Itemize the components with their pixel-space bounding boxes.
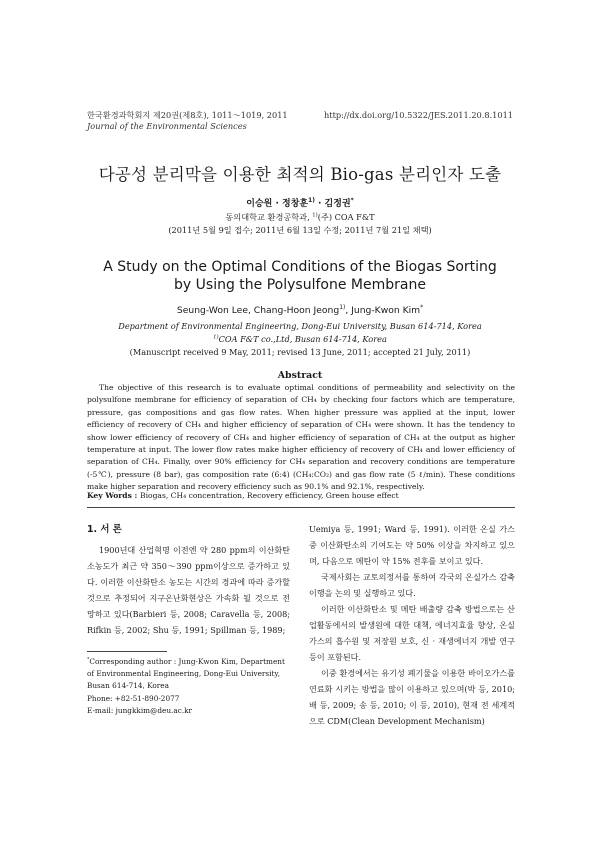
korean-affiliation-marker: 1)	[312, 212, 318, 219]
footnote-author-text: Corresponding author : Jung-Kwon Kim, Department of Environmental Engineering, Dong-Eui University, Busan 614-714, Korea	[87, 657, 285, 691]
english-author-marker-1: 1)	[339, 303, 346, 311]
footnote-rule	[87, 651, 167, 652]
body-column-left	[87, 542, 290, 638]
keywords-text: Biogas, CH₄ concentration, Recovery efficiency, Green house effect	[139, 491, 399, 500]
korean-affiliation-a: 동의대학교 환경공학과,	[225, 212, 313, 222]
keywords-line	[87, 491, 515, 500]
korean-author-names-2: · 김정권	[314, 199, 351, 209]
english-title-line-2: by Using the Polysulfone Membrane	[174, 277, 426, 293]
english-author-names-1: Seung-Won Lee, Chang-Hoon Jeong	[176, 305, 340, 316]
keywords-label: Key Words :	[87, 491, 140, 500]
english-author-names-2: , Jung-Kwon Kim	[345, 305, 421, 316]
english-affiliation-1: Department of Environmental Engineering, Dong-Eui University, Busan 614-714, Korea	[118, 321, 482, 331]
english-author-marker-2: *	[420, 303, 424, 311]
doi-link[interactable]: http://dx.doi.org/10.5322/JES.2011.20.8.1011	[324, 110, 513, 120]
intro-paragraph-4: 이중 환경에서는 유기성 폐기물을 이용한 바이오가스를 연료화 시키는 방법을 많이 이용하고 있으며(박 등, 2010; 배 등, 2009; 송 등, 2010; 이 등, 2010), 현재 전 세계적으로 CDM(Clean Development Mechanism)	[309, 668, 515, 726]
korean-affiliation-b: (주) COA F&T	[317, 212, 375, 222]
manuscript-dates: (Manuscript received 9 May, 2011; revised 13 June, 2011; accepted 21 July, 2011)	[129, 347, 471, 357]
section-heading-introduction: 1. 서 론	[87, 524, 122, 535]
korean-title: 다공성 분리막을 이용한 최적의 Bio-gas 분리인자 도출	[98, 165, 502, 184]
korean-author-marker-1: 1)	[308, 198, 315, 204]
footnote-author	[87, 656, 290, 693]
english-title-line-1: A Study on the Optimal Conditions of the Biogas Sorting	[103, 259, 497, 275]
intro-paragraph-1-continued: Uemiya 등, 1991; Ward 등, 1991). 이러한 온실 가스 중 이산화탄소의 기여도는 약 50% 이상을 차지하고 있으며, 다음으로 메탄이 약 15% 전후를 보이고 있다.	[309, 524, 515, 566]
english-authors	[0, 305, 600, 316]
english-affiliation-2	[0, 334, 600, 344]
korean-affiliation	[0, 212, 600, 223]
intro-paragraph-2: 국제사회는 교토의정서를 통하여 각국의 온실가스 감축 이행을 논의 및 실행하고 있다.	[309, 572, 515, 598]
abstract-text: The objective of this research is to evaluate optimal conditions of permeability and selectivity on the polysulfone membrane for efficiency of separation of CH₄ by checking four factors which are temperature, pressure, gas compositions and gas flow rates. When higher pressure was applied at the input, lower efficiency of recovery of CH₄ and higher efficiency of separation of CH₄ were shown. It has the tendency to show lower efficiency of recovery of CH₄ and higher efficiency of separation of CH₄ at the output as higher temperature at input. The lower flow rates make higher efficiency of recovery of CH₄ and lower efficiency of separation of CH₄. Finally, over 90% efficiency for CH₄ separation and recovery conditions are temperature (-5℃), pressure (8 bar), gas composition rate (6:4) (CH₄:CO₂) and gas flow rate (5 ℓ/min). These conditions make higher separation and recovery efficiency such as 90.1% and 92.1%, respectively.	[87, 383, 515, 492]
intro-paragraph-3: 이러한 이산화탄소 및 메탄 배출량 감축 방법으로는 산업활동에서의 발생원에 대한 대책, 에너지효율 향상, 온실가스의 흡수원 및 저장원 보호, 신 · 재생에너지 개발 연구 등이 포함된다.	[309, 604, 515, 662]
intro-paragraph-1: 1900년대 산업혁명 이전엔 약 280 ppm의 이산화탄소농도가 최근 약 350～390 ppm이상으로 증가하고 있다. 이러한 이산화탄소 농도는 시간의 경과에 따라 증가할 것으로 추정되어 지구온난화현상은 가속화 될 것으로 전망하고 있다(Barbieri 등, 2008; Caravella 등, 2008; Rifkin 등, 2002; Shu 등, 1991; Spillman 등, 1989;	[87, 545, 290, 635]
footnote-email[interactable]: E-mail: jungkkim@deu.ac.kr	[87, 705, 193, 715]
korean-dates: (2011년 5월 9일 접수; 2011년 6월 13일 수정; 2011년 7월 21일 채택)	[168, 225, 432, 235]
corresponding-author-footnote	[87, 656, 290, 717]
footnote-marker: *	[87, 657, 90, 663]
journal-korean-citation: 한국환경과학회지 제20권(제8호), 1011～1019, 2011	[87, 110, 288, 120]
korean-authors	[0, 196, 600, 209]
english-affiliation-2-text: COA F&T co.,Ltd, Busan 614-714, Korea	[218, 334, 387, 344]
english-title	[0, 258, 600, 294]
body-column-right	[309, 521, 515, 729]
abstract-heading: Abstract	[277, 370, 323, 381]
journal-english-name: Journal of the Environmental Sciences	[87, 121, 247, 131]
running-header-left	[87, 110, 288, 132]
english-affiliation-marker: 1)	[213, 334, 219, 341]
korean-author-marker-2: *	[350, 198, 354, 204]
section-divider	[87, 507, 515, 508]
korean-author-names-1: 이승원 · 정창훈	[246, 199, 309, 209]
footnote-phone: Phone: +82-51-890-2077	[87, 693, 180, 703]
